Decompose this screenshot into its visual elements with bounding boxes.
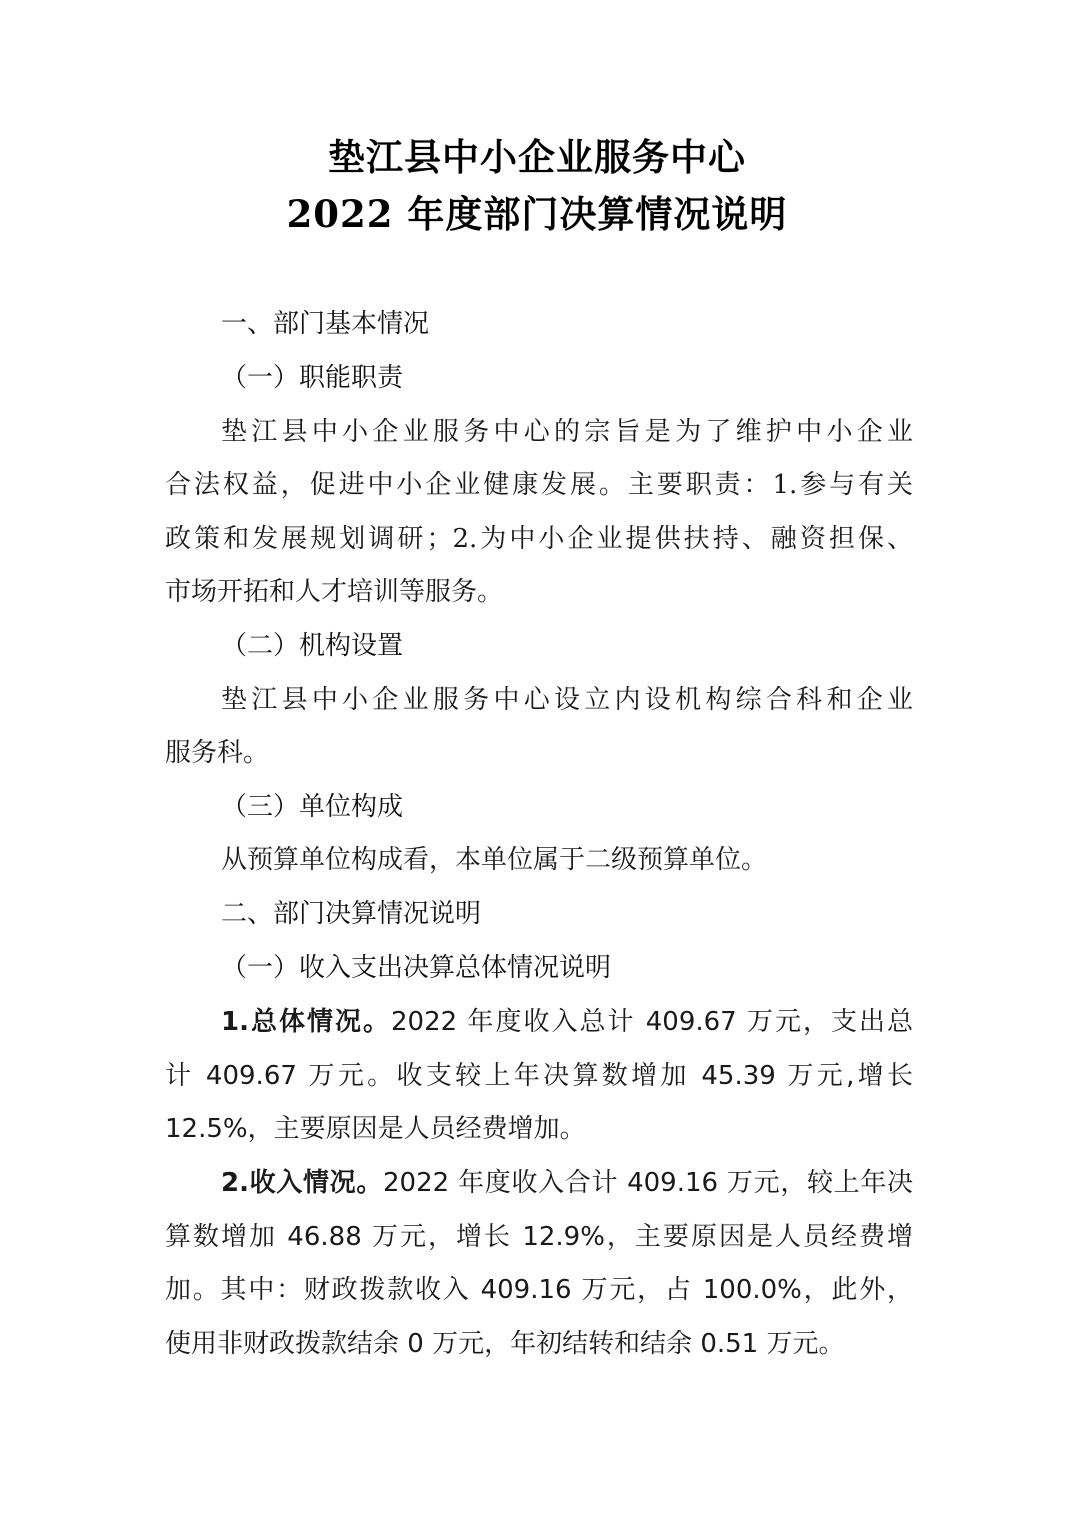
section2-sub1-heading: （一）收入支出决算总体情况说明 <box>221 953 612 983</box>
paragraph-line: 加。其中：财政拨款收入 409.16 万元，占 100.0%，此外， <box>165 1275 913 1305</box>
paragraph-lead: 1.总体情况。 <box>221 1007 391 1037</box>
paragraph-line: 从预算单位构成看，本单位属于二级预算单位。 <box>221 845 768 875</box>
document-title-line2: 2022 年度部门决算情况说明 <box>286 192 788 236</box>
paragraph-line: 使用非财政拨款结余 0 万元，年初结转和结余 0.51 万元。 <box>165 1329 845 1359</box>
paragraph-line: 服务科。 <box>165 738 270 768</box>
paragraph-line <box>221 1004 913 1040</box>
section1-heading: 一、部门基本情况 <box>221 309 430 339</box>
paragraph-text: 2022 年度收入总计 409.67 万元，支出总 <box>391 1007 914 1037</box>
section1-sub2-heading: （二）机构设置 <box>221 631 404 661</box>
paragraph-lead: 2.收入情况。 <box>221 1168 383 1198</box>
paragraph-line: 合法权益，促进中小企业健康发展。主要职责：1.参与有关 <box>165 470 913 500</box>
section2-heading: 二、部门决算情况说明 <box>221 899 482 929</box>
paragraph-text: 2022 年度收入合计 409.16 万元，较上年决 <box>383 1168 914 1198</box>
document-title-line1: 垫江县中小企业服务中心 <box>328 135 746 179</box>
paragraph-line: 垫江县中小企业服务中心的宗旨是为了维护中小企业 <box>221 417 913 447</box>
paragraph-line: 算数增加 46.88 万元，增长 12.9%，主要原因是人员经费增 <box>165 1222 913 1252</box>
section1-sub1-heading: （一）职能职责 <box>221 363 404 393</box>
paragraph-line <box>221 1165 913 1201</box>
paragraph-line: 垫江县中小企业服务中心设立内设机构综合科和企业 <box>221 685 913 715</box>
paragraph-line: 政策和发展规划调研；2.为中小企业提供扶持、融资担保、 <box>165 524 913 554</box>
section1-sub3-heading: （三）单位构成 <box>221 792 404 822</box>
paragraph-line: 市场开拓和人才培训等服务。 <box>165 577 504 607</box>
paragraph-line: 12.5%，主要原因是人员经费增加。 <box>165 1114 586 1144</box>
paragraph-line: 计 409.67 万元。收支较上年决算数增加 45.39 万元,增长 <box>165 1061 913 1091</box>
